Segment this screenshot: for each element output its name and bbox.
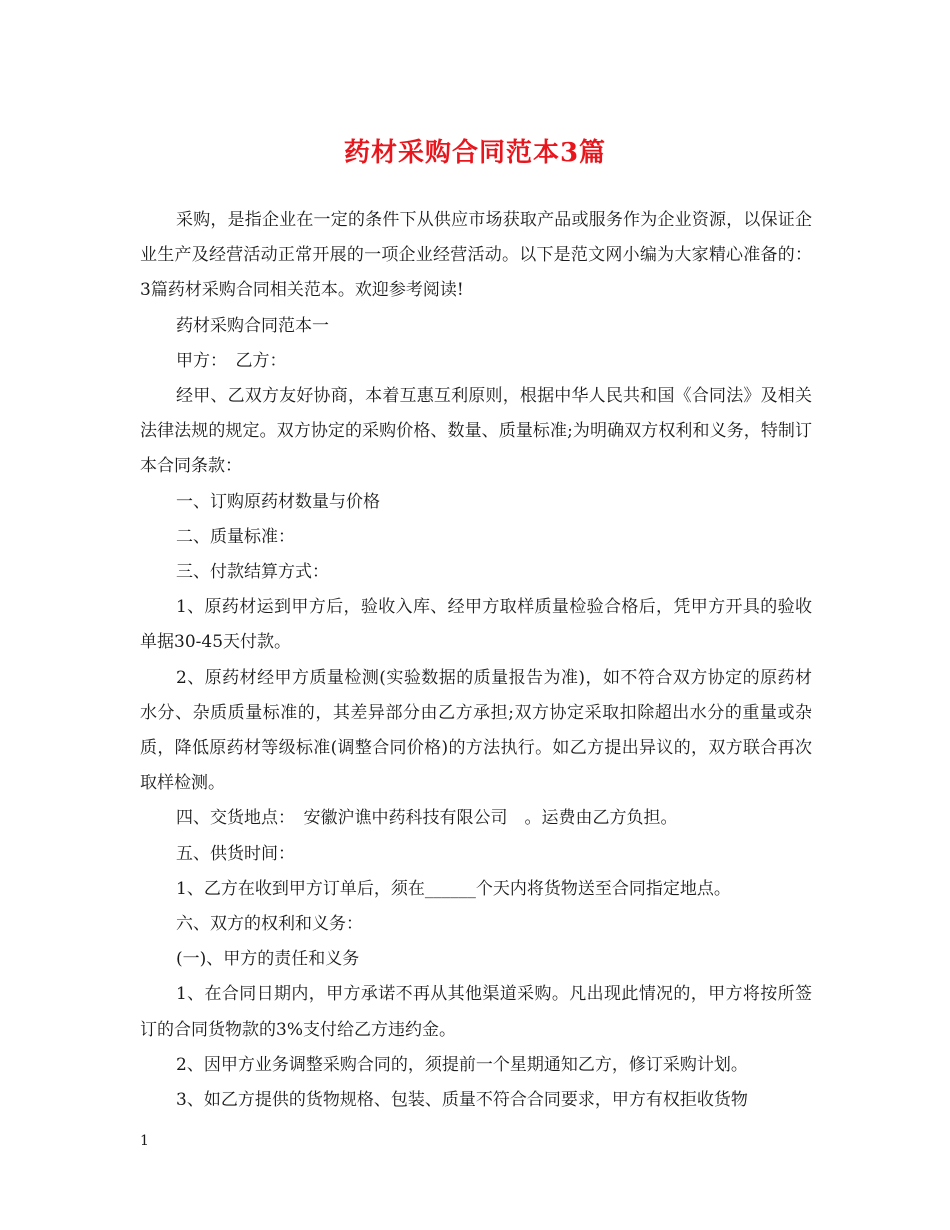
paragraph-payment-1: 1、原药材运到甲方后，验收入库、经甲方取样质量检验合格后，凭甲方开具的验收单据30-45天付款。 [140, 597, 812, 653]
paragraph-party-a-3: 3、如乙方提供的货物规格、包装、质量不符合合同要求，甲方有权拒收货物 [176, 1090, 748, 1111]
paragraph-parties: 甲方： 乙方： [176, 350, 287, 371]
paragraph-party-a-2: 2、因甲方业务调整采购合同的，须提前一个星期通知乙方，修订采购计划。 [176, 1054, 748, 1075]
document-body [140, 203, 812, 1118]
document-title: 药材采购合同范本3篇 [343, 138, 607, 168]
paragraph-delivery-1: 1、乙方在收到甲方订单后，须在______个天内将货物送至合同指定地点。 [176, 878, 731, 899]
paragraph-party-a-heading: (一)、甲方的责任和义务 [176, 949, 360, 970]
paragraph-section-2: 二、质量标准： [176, 526, 295, 547]
paragraph-section-6: 六、双方的权利和义务： [176, 914, 363, 935]
page-number: 1 [140, 1133, 149, 1149]
paragraph-section-1: 一、订购原药材数量与价格 [176, 491, 380, 512]
paragraph-preamble: 经甲、乙双方友好协商，本着互惠互利原则，根据中华人民共和国《合同法》及相关法律法规的规定。双方协定的采购价格、数量、质量标准;为明确双方权利和义务，特制订本合同条款： [140, 386, 812, 477]
paragraph-section-5: 五、供货时间： [176, 843, 295, 864]
paragraph-section-3: 三、付款结算方式： [176, 562, 329, 583]
paragraph-payment-2: 2、原药材经甲方质量检测(实验数据的质量报告为准)，如不符合双方协定的原药材水分、杂质质量标准的，其差异部分由乙方承担;双方协定采取扣除超出水分的重量或杂质，降低原药材等级标准(调整合同价格)的方法执行。如乙方提出异议的，双方联合再次取样检测。 [140, 667, 812, 794]
paragraph-section-4: 四、交货地点： 安徽沪谯中药科技有限公司 。运费由乙方负担。 [176, 808, 678, 829]
paragraph-party-a-1: 1、在合同日期内，甲方承诺不再从其他渠道采购。凡出现此情况的，甲方将按所签订的合同货物款的3%支付给乙方违约金。 [140, 984, 812, 1040]
paragraph-intro: 采购，是指企业在一定的条件下从供应市场获取产品或服务作为企业资源，以保证企业生产及经营活动正常开展的一项企业经营活动。以下是范文网小编为大家精心准备的：3篇药材采购合同相关范本。欢迎参考阅读! [140, 210, 812, 301]
paragraph-contract-heading: 药材采购合同范本一 [176, 315, 329, 336]
